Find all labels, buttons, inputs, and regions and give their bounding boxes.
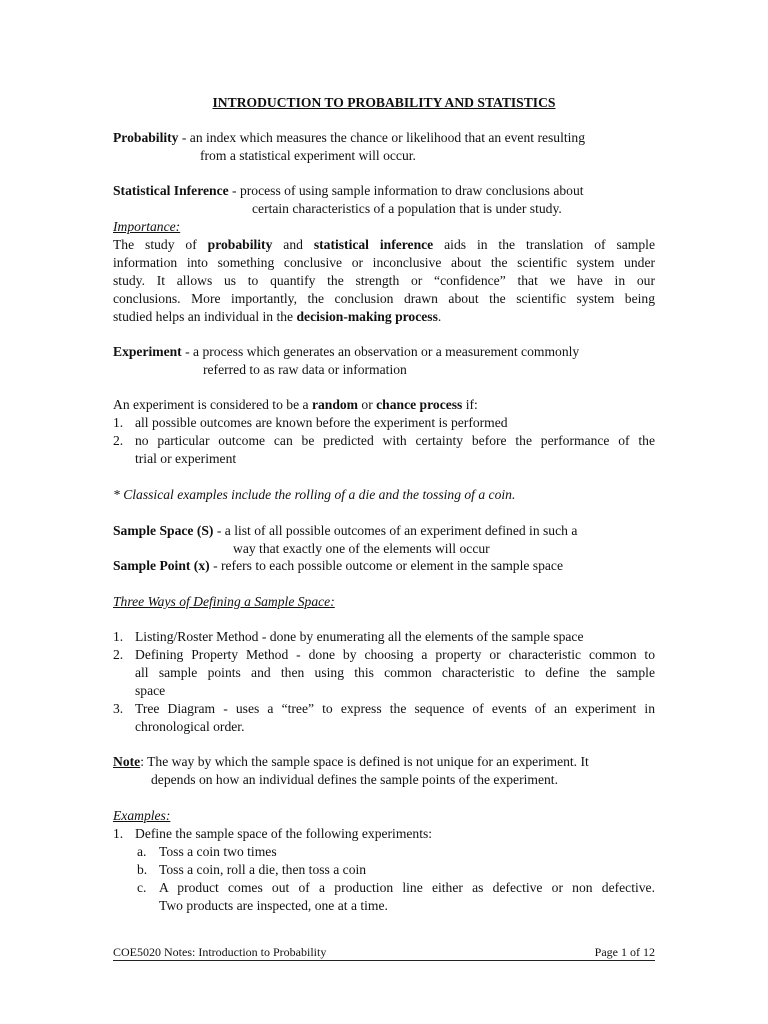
experiment-text-line1: - a process which generates an observation or a measurement commonly: [181, 344, 580, 359]
list-number: 2.: [113, 433, 124, 448]
inference-text-line2: certain characteristics of a population that is under study.: [252, 201, 562, 216]
sublist-item: Toss a coin, roll a die, then toss a coin: [159, 862, 367, 877]
probability-text-line2: from a statistical experiment will occur.: [200, 148, 416, 163]
sample-point-text: - refers to each possible outcome or element in the sample space: [209, 558, 563, 573]
list-number: 3.: [113, 701, 124, 716]
list-item-continued: all sample points and then using this common characteristic to define the sample: [135, 665, 655, 680]
document-title: INTRODUCTION TO PROBABILITY AND STATISTICS: [212, 95, 556, 110]
sublist-item: Toss a coin two times: [159, 844, 277, 859]
list-item: Listing/Roster Method - done by enumerating all the elements of the sample space: [135, 629, 584, 644]
list-number: 1.: [113, 629, 124, 644]
footer-rule: [113, 960, 655, 961]
probability-definition: [113, 129, 585, 147]
importance-line5: studied helps an individual in the decision-making process.: [113, 309, 442, 324]
probability-term: Probability: [113, 130, 179, 145]
note-text-line1: : The way by which the sample space is defined is not unique for an experiment. It: [140, 754, 589, 769]
list-item-continued: space: [135, 683, 166, 698]
list-item: no particular outcome can be predicted with certainty before the performance of the: [135, 433, 655, 448]
importance-line3: study. It allows us to quantify the strength or “confidence” that we have in our: [113, 273, 655, 288]
sublist-letter: c.: [137, 880, 147, 895]
examples-heading: Examples:: [113, 808, 171, 823]
list-item: Defining Property Method - done by choosing a property or characteristic common to: [135, 647, 655, 662]
list-number: 2.: [113, 647, 124, 662]
inference-definition: [113, 182, 584, 200]
experiment-definition: [113, 343, 579, 361]
sample-space-term: Sample Space (S): [113, 523, 214, 538]
sublist-letter: a.: [137, 844, 147, 859]
sample-space-text-line2: way that exactly one of the elements will occur: [233, 541, 490, 556]
note-paragraph: [113, 753, 589, 771]
classical-examples-note: * Classical examples include the rolling of a die and the tossing of a coin.: [113, 487, 516, 502]
footer-page-number: Page 1 of 12: [594, 945, 655, 959]
list-item: Tree Diagram - uses a “tree” to express the sequence of events of an experiment in: [135, 701, 655, 716]
list-item: all possible outcomes are known before the experiment is performed: [135, 415, 508, 430]
sublist-item-continued: Two products are inspected, one at a time.: [159, 898, 388, 913]
list-number: 1.: [113, 826, 124, 841]
sample-space-definition: [113, 522, 577, 540]
sample-point-definition: [113, 557, 563, 575]
importance-line4: conclusions. More importantly, the conclusion drawn about the scientific system being: [113, 291, 655, 306]
sample-space-text-line1: - a list of all possible outcomes of an experiment defined in such a: [213, 523, 578, 538]
experiment-text-line2: referred to as raw data or information: [203, 362, 407, 377]
three-ways-heading: Three Ways of Defining a Sample Space:: [113, 594, 335, 609]
list-item-continued: chronological order.: [135, 719, 245, 734]
probability-text-line1: - an index which measures the chance or likelihood that an event resulting: [178, 130, 586, 145]
inference-text-line1: - process of using sample information to draw conclusions about: [228, 183, 584, 198]
sample-point-term: Sample Point (x): [113, 558, 210, 573]
list-item: Define the sample space of the following experiments:: [135, 826, 433, 841]
footer-course-title: COE5020 Notes: Introduction to Probability: [113, 945, 327, 959]
list-number: 1.: [113, 415, 124, 430]
importance-line2: information into something conclusive or inconclusive about the scientific system under: [113, 255, 655, 270]
note-label: Note: [113, 754, 141, 769]
importance-heading: Importance:: [113, 219, 181, 234]
sublist-item: A product comes out of a production line either as defective or non defective.: [159, 880, 655, 895]
importance-line1: The study of probability and statistical inference aids in the translation of sample: [113, 237, 655, 252]
list-item-continued: trial or experiment: [135, 451, 237, 466]
experiment-term: Experiment: [113, 344, 182, 359]
sublist-letter: b.: [137, 862, 148, 877]
inference-term: Statistical Inference: [113, 183, 229, 198]
note-text-line2: depends on how an individual defines the sample points of the experiment.: [151, 772, 558, 787]
random-process-intro: An experiment is considered to be a random or chance process if:: [113, 397, 478, 412]
